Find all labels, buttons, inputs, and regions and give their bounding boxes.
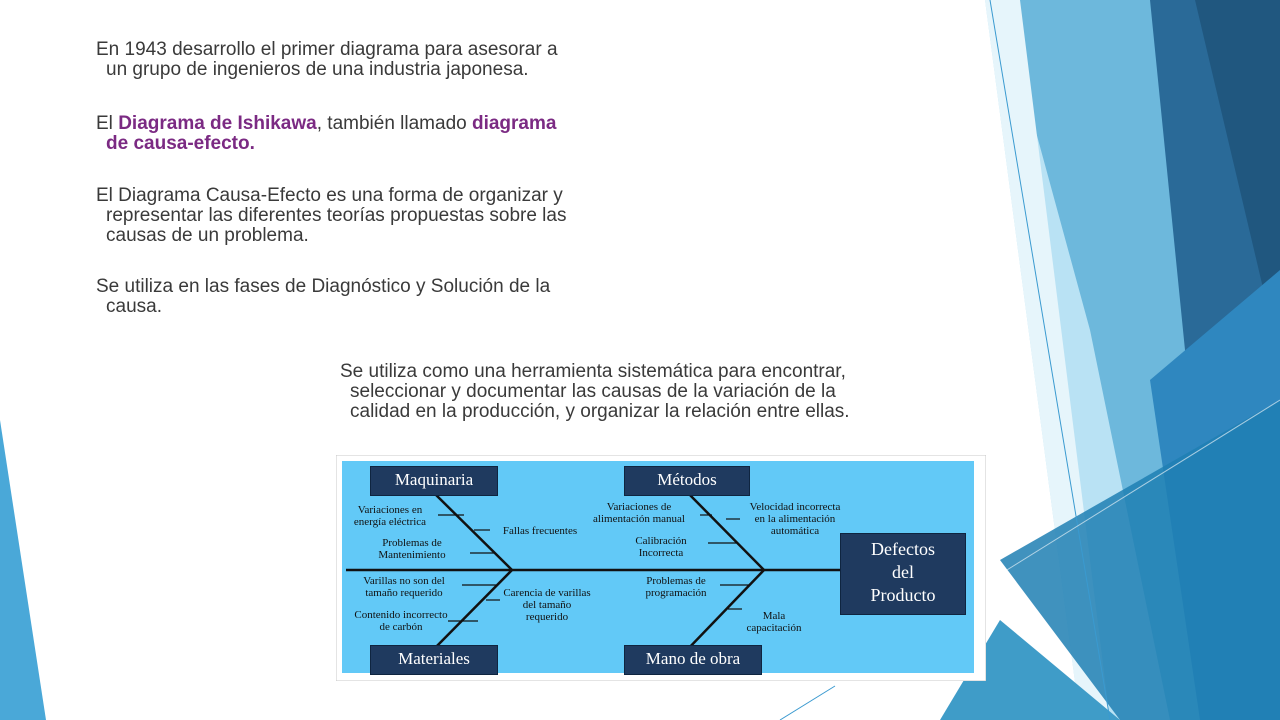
cause-calibracion-incorrecta [618, 535, 704, 559]
cause-problemas-mantenimiento [362, 537, 462, 561]
p2-term-ishikawa: Diagrama de Ishikawa [118, 113, 317, 134]
effect-defectos-del-producto [840, 533, 966, 615]
cause-varillas-l1: Varillas no son del [363, 575, 445, 587]
tool-paragraph [340, 362, 980, 422]
cause-carencia-varillas [486, 587, 608, 623]
p1-line2: un grupo de ingenieros de una industria japonesa. [106, 59, 529, 80]
cause-velocidad-l3: automática [770, 525, 820, 537]
p5-line1: Se utiliza como una herramienta sistemática para encontrar, [340, 361, 846, 382]
purpose-paragraph [96, 186, 656, 246]
definition-paragraph [96, 114, 656, 154]
cause-carencia-l3: requerido [525, 611, 569, 623]
cause-varillas-l2: tamaño requerido [365, 587, 443, 599]
cause-velocidad-l2: en la alimentación [754, 513, 836, 525]
effect-line2: del [892, 562, 914, 582]
cause-programacion-l2: programación [645, 587, 707, 599]
cause-variaciones-alimentacion-l2: alimentación manual [593, 513, 685, 525]
cause-fallas-frecuentes-l1: Fallas frecuentes [502, 525, 578, 537]
cause-varillas-tamano [348, 575, 460, 599]
cause-contenido-l2: de carbón [379, 621, 423, 633]
p5-line3: calidad en la producción, y organizar la relación entre ellas. [350, 401, 850, 422]
cause-capacitacion-l2: capacitación [746, 622, 802, 634]
cause-fallas-frecuentes [490, 525, 590, 537]
cause-variaciones-energia-l1: Variaciones en [357, 504, 423, 516]
p2-mid: , también llamado [316, 113, 472, 134]
cause-variaciones-energia-l2: energía eléctrica [353, 516, 427, 528]
cause-carencia-l2: del tamaño [522, 599, 572, 611]
cause-variaciones-alimentacion-l1: Variaciones de [606, 501, 672, 513]
intro-paragraph-history [96, 40, 656, 80]
cause-velocidad-l1: Velocidad incorrecta [749, 501, 841, 513]
p2-term-diagrama: diagrama [471, 113, 557, 134]
category-mano-de-obra: Mano de obra [624, 645, 762, 675]
effect-line1: Defectos [871, 539, 935, 559]
p5-line2: seleccionar y documentar las causas de la variación de la [350, 381, 836, 402]
cause-problemas-programacion [628, 575, 724, 599]
ishikawa-diagram [336, 455, 986, 681]
cause-capacitacion-l1: Mala [762, 610, 786, 622]
p3-line3: causas de un problema. [106, 225, 309, 246]
cause-contenido-carbon [342, 609, 460, 633]
p4-line2: causa. [106, 296, 162, 317]
left-stripe-shape [0, 420, 46, 720]
p3-line2: representar las diferentes teorías propuestas sobre las [106, 205, 567, 226]
cause-variaciones-alimentacion [582, 501, 696, 525]
cause-mala-capacitacion [732, 610, 816, 634]
cause-problemas-mantenimiento-l1: Problemas de [382, 537, 442, 549]
cause-velocidad-incorrecta [730, 501, 860, 537]
p2-term-causa-efecto: de causa-efecto. [106, 133, 255, 154]
phases-paragraph [96, 277, 652, 317]
category-metodos: Métodos [624, 466, 750, 496]
p2-pre: El [96, 113, 119, 134]
p3-line1: El Diagrama Causa-Efecto es una forma de organizar y [96, 185, 563, 206]
accent-line-2 [780, 686, 835, 720]
cause-calibracion-l1: Calibración [635, 535, 687, 547]
category-materiales: Materiales [370, 645, 498, 675]
category-maquinaria: Maquinaria [370, 466, 498, 496]
cause-problemas-mantenimiento-l2: Mantenimiento [378, 549, 446, 561]
cause-carencia-l1: Carencia de varillas [503, 587, 591, 599]
cause-programacion-l1: Problemas de [646, 575, 706, 587]
cause-calibracion-l2: Incorrecta [638, 547, 684, 559]
p4-line1: Se utiliza en las fases de Diagnóstico y Solución de la [96, 276, 551, 297]
p1-line1: En 1943 desarrollo el primer diagrama para asesorar a [96, 39, 558, 60]
effect-line3: Producto [870, 585, 936, 605]
cause-variaciones-energia [344, 504, 436, 528]
cause-contenido-l1: Contenido incorrecto [354, 609, 448, 621]
